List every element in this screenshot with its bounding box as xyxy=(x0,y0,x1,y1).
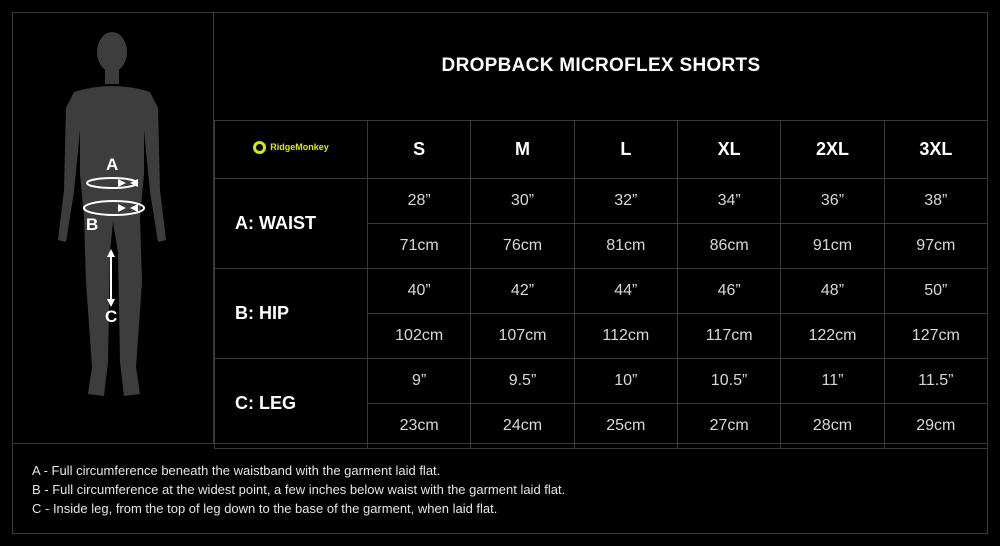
hip-row-label: B: HIP xyxy=(215,269,368,359)
table-cell: 50” xyxy=(884,269,987,314)
note-leg: C - Inside leg, from the top of leg down to the base of the garment, when laid flat. xyxy=(32,501,498,516)
size-header: 2XL xyxy=(781,121,884,179)
table-cell: 38” xyxy=(884,179,987,224)
waist-inches-row xyxy=(215,179,988,224)
table-cell: 36” xyxy=(781,179,884,224)
size-header: M xyxy=(471,121,574,179)
table-cell: 9” xyxy=(368,359,471,404)
table-cell: 76cm xyxy=(471,224,574,269)
body-figure-panel xyxy=(12,12,214,443)
table-cell: 28cm xyxy=(781,404,884,449)
table-cell: 25cm xyxy=(574,404,677,449)
table-cell: 40” xyxy=(368,269,471,314)
note-waist: A - Full circumference beneath the waistband with the garment laid flat. xyxy=(32,463,441,478)
table-cell: 112cm xyxy=(574,314,677,359)
figure-label-a: A xyxy=(106,155,119,174)
measurement-notes xyxy=(12,443,988,534)
table-cell: 86cm xyxy=(677,224,780,269)
table-cell: 107cm xyxy=(471,314,574,359)
table-cell: 42” xyxy=(471,269,574,314)
size-table xyxy=(214,120,988,449)
table-cell: 91cm xyxy=(781,224,884,269)
table-cell: 11” xyxy=(781,359,884,404)
table-cell: 24cm xyxy=(471,404,574,449)
table-cell: 10.5” xyxy=(677,359,780,404)
table-cell: 9.5” xyxy=(471,359,574,404)
size-header: XL xyxy=(677,121,780,179)
size-header: 3XL xyxy=(884,121,987,179)
hip-inches-row xyxy=(215,269,988,314)
table-cell: 34” xyxy=(677,179,780,224)
table-cell: 23cm xyxy=(368,404,471,449)
ridgemonkey-logo-icon xyxy=(253,141,266,154)
table-cell: 11.5” xyxy=(884,359,987,404)
size-header-row xyxy=(215,121,988,179)
brand-logo xyxy=(253,141,329,154)
leg-row-label: C: LEG xyxy=(215,359,368,449)
table-cell: 28” xyxy=(368,179,471,224)
chart-title: DROPBACK MICROFLEX SHORTS xyxy=(441,55,761,76)
table-cell: 102cm xyxy=(368,314,471,359)
table-cell: 46” xyxy=(677,269,780,314)
table-cell: 30” xyxy=(471,179,574,224)
table-cell: 81cm xyxy=(574,224,677,269)
leg-inches-row xyxy=(215,359,988,404)
table-cell: 127cm xyxy=(884,314,987,359)
table-cell: 48” xyxy=(781,269,884,314)
table-cell: 32” xyxy=(574,179,677,224)
table-cell: 27cm xyxy=(677,404,780,449)
body-silhouette xyxy=(12,12,214,443)
figure-label-c: C xyxy=(105,307,118,326)
table-cell: 97cm xyxy=(884,224,987,269)
table-cell: 29cm xyxy=(884,404,987,449)
brand-cell xyxy=(215,121,368,179)
size-header: S xyxy=(368,121,471,179)
size-header: L xyxy=(574,121,677,179)
waist-row-label: A: WAIST xyxy=(215,179,368,269)
table-cell: 10” xyxy=(574,359,677,404)
table-cell: 71cm xyxy=(368,224,471,269)
table-cell: 44” xyxy=(574,269,677,314)
table-cell: 117cm xyxy=(677,314,780,359)
figure-label-b: B xyxy=(86,215,99,234)
note-hip: B - Full circumference at the widest point, a few inches below waist with the garment laid flat. xyxy=(32,482,566,497)
brand-name: RidgeMonkey xyxy=(270,142,329,152)
table-cell: 122cm xyxy=(781,314,884,359)
